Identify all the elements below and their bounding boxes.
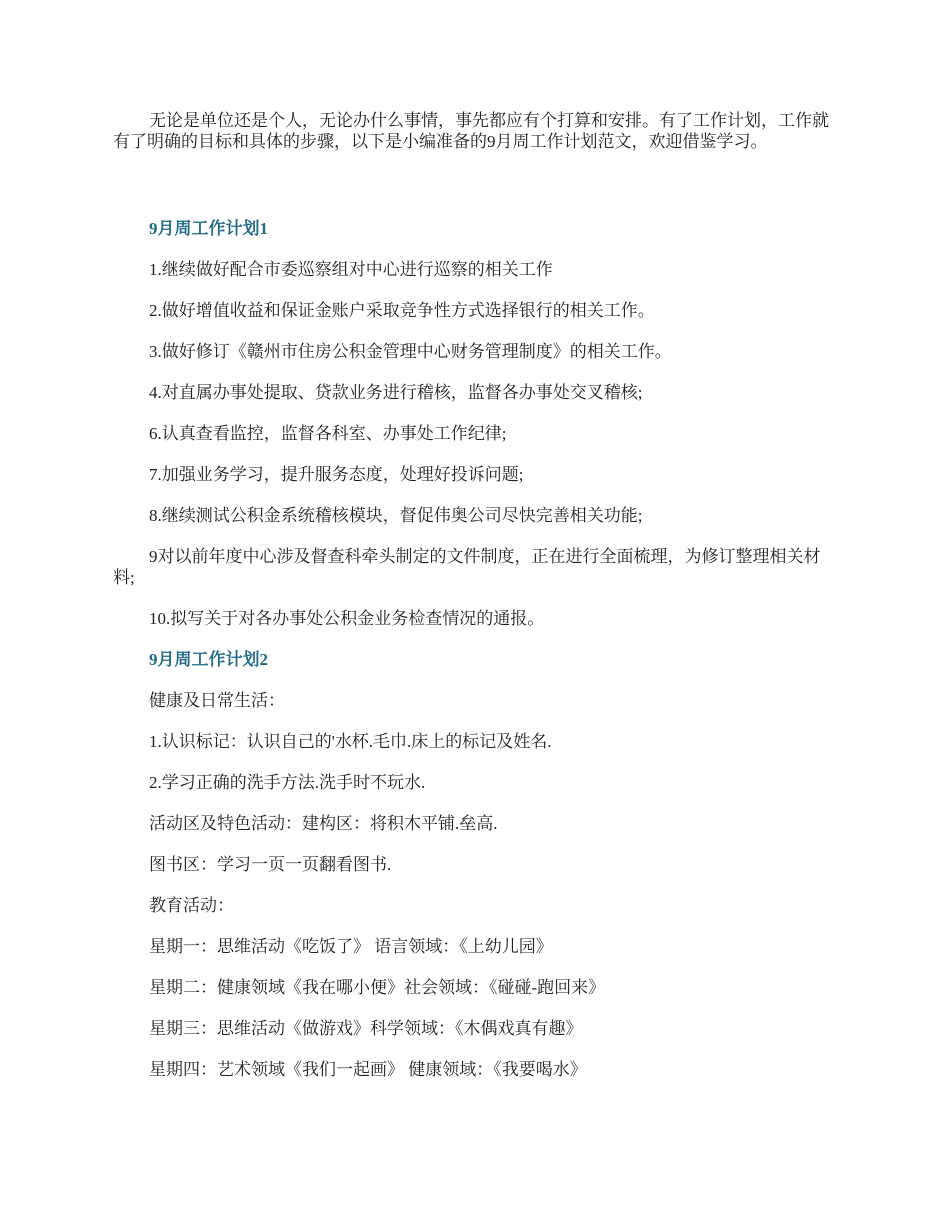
s1-item-3: 3.做好修订《赣州市住房公积金管理中心财务管理制度》的相关工作。 <box>149 342 672 361</box>
s2-line-6: 教育活动： <box>149 896 234 915</box>
s2-line-1: 健康及日常生活： <box>149 691 285 710</box>
s1-item-10: 10.拟写关于对各办事处公积金业务检查情况的通报。 <box>149 609 545 628</box>
section-1-heading: 9月周工作计划1 <box>149 219 268 238</box>
s1-item-1: 1.继续做好配合市委巡察组对中心进行巡察的相关工作 <box>149 260 553 279</box>
s1-item-8: 8.继续测试公积金系统稽核模块，督促伟奥公司尽快完善相关功能; <box>149 506 643 525</box>
s2-line-8: 星期二：健康领域《我在哪小便》社会领域：《碰碰-跑回来》 <box>149 978 606 997</box>
s2-line-5: 图书区：学习一页一页翻看图书. <box>149 855 392 874</box>
s2-line-3: 2.学习正确的洗手方法.洗手时不玩水. <box>149 773 426 792</box>
s2-line-10: 星期四：艺术领域《我们一起画》 健康领域：《我要喝水》 <box>149 1060 587 1079</box>
section-2-heading: 9月周工作计划2 <box>149 650 268 669</box>
s1-item-4: 4.对直属办事处提取、贷款业务进行稽核，监督各办事处交叉稽核; <box>149 383 643 402</box>
s1-item-2: 2.做好增值收益和保证金账户采取竞争性方式选择银行的相关工作。 <box>149 301 655 320</box>
s1-item-7: 7.加强业务学习，提升服务态度，处理好投诉问题; <box>149 465 524 484</box>
s1-item-9: 9对以前年度中心涉及督查科牵头制定的文件制度，正在进行全面梳理，为修订整理相关材料; <box>113 547 821 587</box>
s2-line-9: 星期三：思维活动《做游戏》科学领域：《木偶戏真有趣》 <box>149 1019 583 1038</box>
s2-line-4: 活动区及特色活动：建构区：将积木平铺.垒高. <box>149 814 498 833</box>
document-body <box>113 110 838 1080</box>
s1-item-6: 6.认真查看监控，监督各科室、办事处工作纪律; <box>149 424 507 443</box>
s2-line-2: 1.认识标记：认识自己的'水杯.毛巾.床上的标记及姓名. <box>149 732 552 751</box>
intro-paragraph: 无论是单位还是个人，无论办什么事情，事先都应有个打算和安排。有了工作计划，工作就有了明确的目标和具体的步骤，以下是小编准备的9月周工作计划范文，欢迎借鉴学习。 <box>113 111 829 151</box>
s2-line-7: 星期一：思维活动《吃饭了》 语言领域：《上幼儿园》 <box>149 937 553 956</box>
